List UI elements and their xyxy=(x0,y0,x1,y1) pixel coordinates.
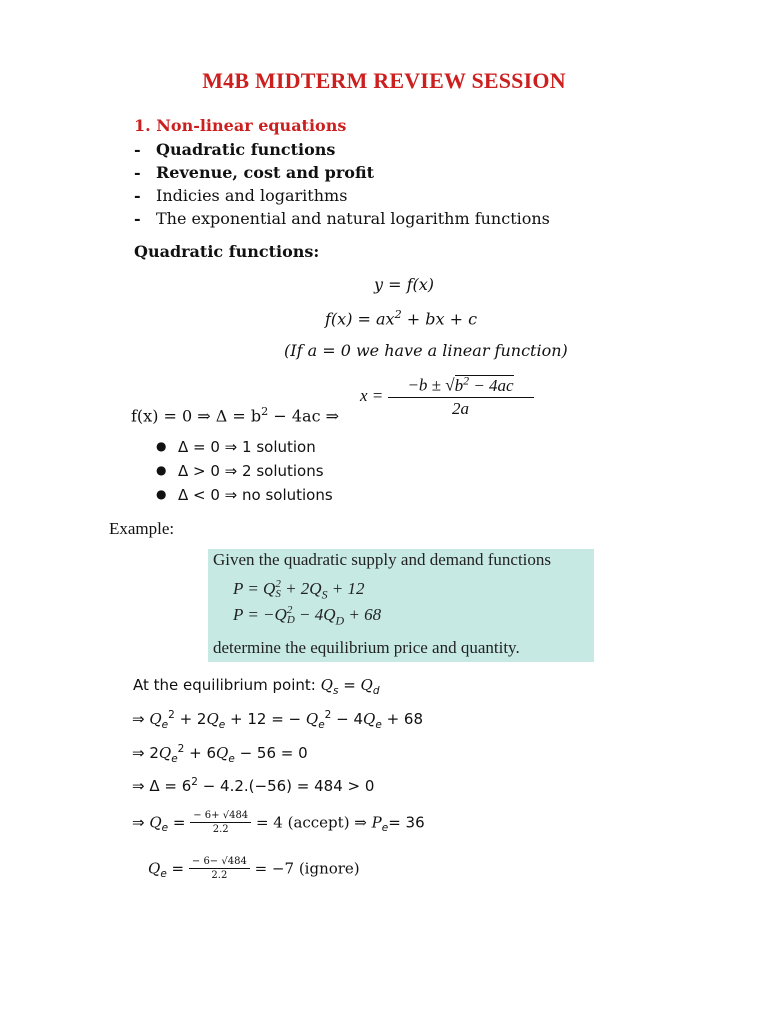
fraction-denominator: 2.2 xyxy=(211,870,228,881)
equation-part: P = Q xyxy=(233,579,276,598)
step-part: ⇒ 2 xyxy=(132,744,159,762)
section-title: Non-linear equations xyxy=(156,116,347,135)
radicand xyxy=(455,375,514,395)
step-part: − 4.2.(−56) = 484 > 0 xyxy=(197,777,375,795)
equation-fx xyxy=(325,308,477,328)
solution-step-4 xyxy=(132,810,425,835)
variable: Q xyxy=(149,813,162,832)
exponent: 2 xyxy=(177,743,185,755)
subscript: e xyxy=(375,719,382,731)
step-part: + 2 xyxy=(174,710,207,728)
formula-numerator xyxy=(388,373,534,398)
subscript: s xyxy=(332,685,339,697)
topic-dash: - xyxy=(134,163,141,182)
subscript: e xyxy=(318,719,325,731)
variable: Q xyxy=(363,710,376,728)
exponent: 2 xyxy=(324,709,332,721)
radical-icon: √ xyxy=(445,375,455,395)
subscript: e xyxy=(381,822,389,834)
topic-text: Revenue, cost and profit xyxy=(156,163,374,182)
section-heading xyxy=(134,116,346,135)
topic-item xyxy=(134,186,347,205)
variable: Q xyxy=(148,859,161,878)
case-text: Δ < 0 ⇒ no solutions xyxy=(178,486,333,504)
step-part: ⇒ xyxy=(132,710,150,728)
equation-part: P = −Q xyxy=(233,605,287,624)
subscript: e xyxy=(161,822,169,834)
page-title: M4B MIDTERM REVIEW SESSION xyxy=(202,68,566,93)
solution-step-2 xyxy=(132,743,308,765)
bullet-icon: ● xyxy=(156,487,167,501)
case-item xyxy=(156,438,316,456)
example-supply-equation xyxy=(233,579,365,602)
step-part: = −7 (ignore) xyxy=(249,859,360,878)
topic-dash: - xyxy=(134,209,141,228)
case-item xyxy=(156,462,324,480)
bullet-icon: ● xyxy=(156,463,167,477)
topic-item xyxy=(134,140,335,159)
variable: Q xyxy=(305,710,319,728)
variable: Q xyxy=(320,676,333,694)
topic-text: The exponential and natural logarithm functions xyxy=(156,209,550,228)
step-fraction xyxy=(189,856,250,881)
variable: Q xyxy=(149,710,162,728)
variable: Q xyxy=(158,744,172,762)
example-label: Example: xyxy=(109,519,175,538)
step-part: = xyxy=(166,859,189,878)
formula-part: b xyxy=(454,375,464,395)
formula-part: −b ± xyxy=(407,375,446,395)
subscript: D xyxy=(335,613,345,628)
topic-item xyxy=(134,163,374,182)
variable: Q xyxy=(206,710,219,728)
case-item xyxy=(156,486,333,504)
subscript: e xyxy=(161,719,169,731)
step-part: = 36 xyxy=(388,813,425,832)
formula-part: − 4ac xyxy=(469,375,514,395)
variable: Q xyxy=(216,744,229,762)
quadratic-formula xyxy=(360,373,534,419)
topic-dash: - xyxy=(134,186,141,205)
subscript: e xyxy=(171,753,178,765)
subscript: S xyxy=(275,588,281,601)
case-text: Δ > 0 ⇒ 2 solutions xyxy=(178,462,324,480)
equation-part: + bx + c xyxy=(401,309,478,329)
subscript: S xyxy=(321,587,328,602)
example-box-line: determine the equilibrium price and quantity. xyxy=(213,638,520,657)
equation-part: + 2Q xyxy=(280,579,322,598)
subscript: d xyxy=(372,685,380,697)
formula-lhs: x = xyxy=(360,385,384,405)
exponent: 2 xyxy=(463,373,470,387)
solution-step-1 xyxy=(132,709,423,731)
exponent: 2 xyxy=(286,604,293,617)
exponent: 2 xyxy=(191,776,198,788)
solution-step-5 xyxy=(148,856,360,881)
topic-item xyxy=(134,209,550,228)
exponent: 2 xyxy=(275,578,281,591)
variable: P xyxy=(371,813,382,832)
exponent: 2 xyxy=(168,709,175,721)
subscript: D xyxy=(286,614,295,627)
equation-part: − 4ac ⇒ xyxy=(268,406,340,426)
fraction-numerator: − 6+ √484 xyxy=(190,810,251,823)
variable: Q xyxy=(360,676,373,694)
quadratic-heading: Quadratic functions: xyxy=(134,242,320,261)
step-part: ⇒ xyxy=(132,813,150,832)
step-part: ⇒ Δ = 6 xyxy=(132,777,192,795)
subscript: e xyxy=(160,868,167,880)
fraction-denominator: 2.2 xyxy=(212,824,229,835)
formula-denominator: 2a xyxy=(452,398,470,418)
equation-y: y = f(x) xyxy=(374,275,435,294)
step-part: + 68 xyxy=(381,710,423,728)
step-part: − 4 xyxy=(331,710,364,728)
subscript: e xyxy=(228,753,235,765)
equation-part: f(x) = 0 ⇒ Δ = b xyxy=(131,406,262,426)
solution-intro xyxy=(133,676,380,697)
case-text: Δ = 0 ⇒ 1 solution xyxy=(178,438,316,456)
subscript: e xyxy=(218,719,226,731)
exponent: 2 xyxy=(261,405,269,418)
topic-text: Quadratic functions xyxy=(156,140,336,159)
step-part: + 6 xyxy=(184,744,217,762)
discriminant-equation xyxy=(131,405,339,425)
step-part: = xyxy=(168,813,191,832)
linear-note: (If a = 0 we have a linear function) xyxy=(284,341,568,360)
example-demand-equation xyxy=(233,605,381,628)
step-part: + 12 = − xyxy=(225,710,306,728)
section-number: 1. xyxy=(134,116,151,135)
topic-dash: - xyxy=(134,140,141,159)
solution-text: = xyxy=(338,676,361,694)
formula-fraction xyxy=(388,373,534,419)
example-box-line: Given the quadratic supply and demand functions xyxy=(213,550,552,569)
bullet-icon: ● xyxy=(156,439,167,453)
exponent: 2 xyxy=(394,308,402,321)
equation-part: f(x) = ax xyxy=(325,309,395,329)
step-part: = 4 (accept) ⇒ xyxy=(251,813,372,832)
fraction-numerator: − 6− √484 xyxy=(189,856,250,869)
equation-part: + 68 xyxy=(344,605,382,624)
equation-part: − 4Q xyxy=(294,605,336,624)
topic-text: Indicies and logarithms xyxy=(156,186,348,205)
equation-part: + 12 xyxy=(327,579,365,598)
step-fraction xyxy=(190,810,251,835)
solution-text: At the equilibrium point: xyxy=(133,676,321,694)
solution-step-3 xyxy=(132,776,374,795)
step-part: − 56 = 0 xyxy=(234,744,308,762)
